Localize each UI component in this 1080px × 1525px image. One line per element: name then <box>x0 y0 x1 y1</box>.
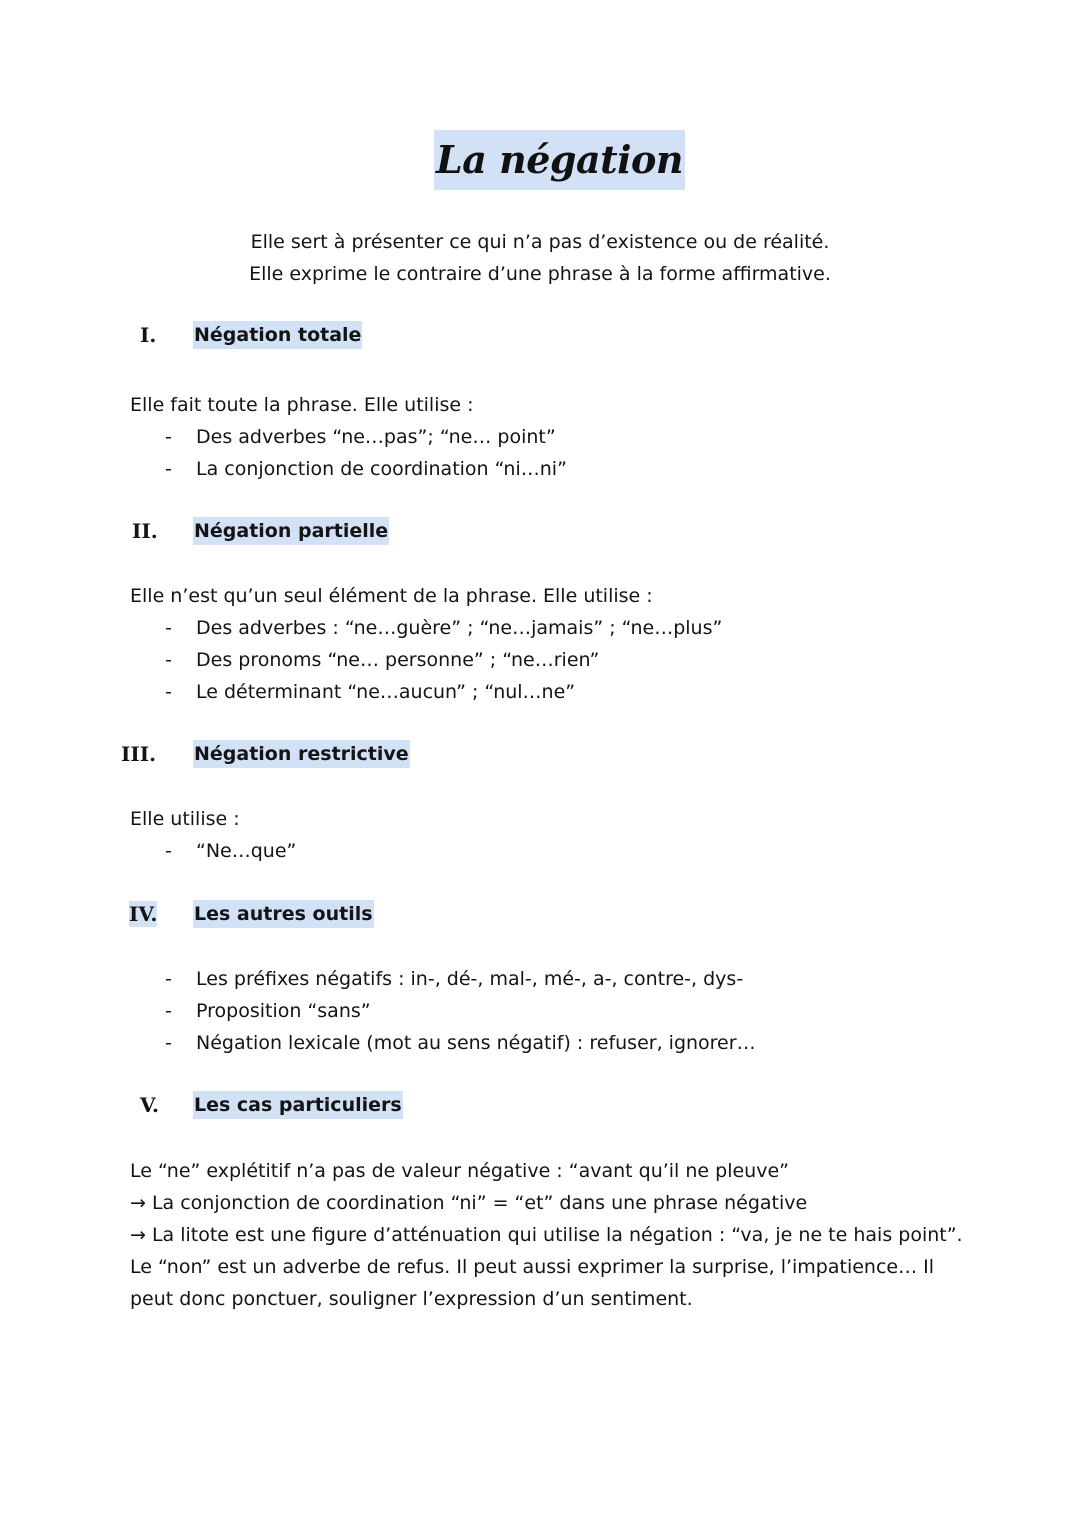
bullet-dash: - <box>165 681 172 703</box>
section-5-line-4: Le “non” est un adverbe de refus. Il peut aussi exprimer la surprise, l’impatience… Il <box>130 1256 935 1278</box>
bullet-dash: - <box>165 426 172 448</box>
section-3-number: III. <box>121 742 157 766</box>
section-2-item-3: Le déterminant “ne…aucun” ; “nul…ne” <box>196 681 576 703</box>
page-title: La négation <box>434 130 685 190</box>
bullet-dash: - <box>165 649 172 671</box>
section-1-title: Négation totale <box>193 321 362 349</box>
section-4-title: Les autres outils <box>193 900 374 928</box>
bullet-dash: - <box>165 1032 172 1054</box>
intro-line-1: Elle sert à présenter ce qui n’a pas d’existence ou de réalité. <box>250 231 830 253</box>
section-5-line-2: → La conjonction de coordination “ni” = “et” dans une phrase négative <box>130 1192 808 1214</box>
bullet-dash: - <box>165 1000 172 1022</box>
section-5-title: Les cas particuliers <box>193 1091 403 1119</box>
bullet-dash: - <box>165 968 172 990</box>
section-5-line-1: Le “ne” explétitif n’a pas de valeur négative : “avant qu’il ne pleuve” <box>130 1160 789 1182</box>
section-4-item-2: Proposition “sans” <box>196 1000 371 1022</box>
section-2-title: Négation partielle <box>193 517 389 545</box>
section-5-line-3: → La litote est une figure d’atténuation qui utilise la négation : “va, je ne te hais point”. <box>130 1224 963 1246</box>
section-4-item-1: Les préfixes négatifs : in-, dé-, mal-, mé-, a-, contre-, dys- <box>196 968 744 990</box>
section-1-item-1: Des adverbes “ne…pas”; “ne… point” <box>196 426 556 448</box>
section-2-item-2: Des pronoms “ne… personne” ; “ne…rien” <box>196 649 600 671</box>
intro-line-2: Elle exprime le contraire d’une phrase à la forme affirmative. <box>249 263 831 285</box>
bullet-dash: - <box>165 458 172 480</box>
section-5-number: V. <box>140 1093 159 1117</box>
bullet-dash: - <box>165 840 172 862</box>
section-3-intro: Elle utilise : <box>130 808 240 830</box>
section-2-item-1: Des adverbes : “ne…guère” ; “ne…jamais” ; “ne…plus” <box>196 617 723 639</box>
section-1-number: I. <box>140 323 157 347</box>
section-4-item-3: Négation lexicale (mot au sens négatif) : refuser, ignorer… <box>196 1032 756 1054</box>
bullet-dash: - <box>165 617 172 639</box>
section-1-item-2: La conjonction de coordination “ni…ni” <box>196 458 567 480</box>
section-3-item-1: “Ne…que” <box>196 840 297 862</box>
section-2-intro: Elle n’est qu’un seul élément de la phrase. Elle utilise : <box>130 585 653 607</box>
section-5-line-5: peut donc ponctuer, souligner l’expression d’un sentiment. <box>130 1288 693 1310</box>
section-1-intro: Elle fait toute la phrase. Elle utilise : <box>130 394 474 416</box>
section-2-number: II. <box>132 519 158 543</box>
section-3-title: Négation restrictive <box>193 740 410 768</box>
section-4-number: IV. <box>129 902 158 926</box>
